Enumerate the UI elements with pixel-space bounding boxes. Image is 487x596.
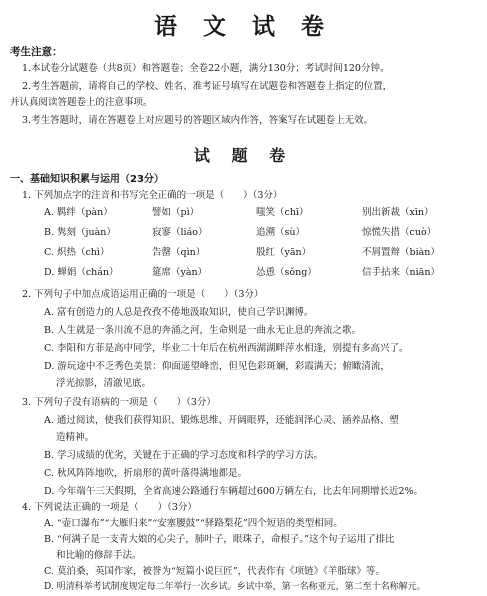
q2-option-c: C. 李阳和方菲是高中同学，毕业二十年后在杭州西湖湖畔萍水相逢，别提有多高兴了。 <box>44 343 409 354</box>
section-heading: 一、基础知识积累与运用（23分） <box>10 174 164 185</box>
q1-option-a-3: 嗤笑（chī） <box>256 207 309 218</box>
notice-heading: 考生注意： <box>10 46 63 58</box>
notice-item-3: 3.考生答题时，请在答题卷上对应题号的答题区域内作答，答案写在试题卷上无效。 <box>22 115 374 126</box>
q1-option-b-3: 追溯（sù） <box>256 227 305 238</box>
q3-option-b: B. 学习成绩的优劣，关键在于正确的学习态度和科学的学习方法。 <box>44 450 324 461</box>
q1-option-b-4: 惊慌失措（cuò） <box>362 227 437 238</box>
question-4-stem: 4. 下列说法正确的一项是（ ）（3分） <box>22 502 197 513</box>
q4-option-d: D. 明清科举考试制度规定每二年举行一次乡试。乡试中举，第一名称亚元，第二至十名称解元。 <box>44 582 426 592</box>
section-title: 试 题 卷 <box>193 146 294 165</box>
q1-option-a-4: 别出新裁（xīn） <box>362 207 434 218</box>
q1-option-a-1: A. 羁绊（pàn） <box>44 207 113 218</box>
q1-option-d-4: 信手拈来（niān） <box>362 267 440 278</box>
exam-title: 语 文 试 卷 <box>153 14 334 40</box>
q4-option-a: A. “壶口瀑布”“大雁归来”“安塞腰鼓”“驿路梨花”四个短语的类型相同。 <box>44 518 343 529</box>
q3-option-d: D. 今年端午三天假期，全省高速公路通行车辆超过600万辆左右，比去年同期增长近2%。 <box>44 486 424 497</box>
notice-item-2-cont: 并认真阅读答题卷上的注意事项。 <box>10 97 153 108</box>
q2-option-a: A. 富有创造力的人总是孜孜不倦地汲取知识，使自己学识渊博。 <box>44 307 314 318</box>
q4-option-d-tail: 名称解元。 <box>380 582 426 592</box>
q4-option-b: B. “何满子是一支青大娘的心尖子，肺叶子，眼珠子，命根子。”这个句子运用了排比 <box>44 534 395 545</box>
question-2-stem: 2. 下列句子中加点成语运用正确的一项是（ ）（3分） <box>22 289 264 300</box>
q3-option-c: C. 秋风阵阵地吹，折扇形的黄叶落得满地都是。 <box>44 468 247 479</box>
q1-option-c-1: C. 炽热（chì） <box>44 247 110 258</box>
q1-option-a-2: 譬如（pì） <box>152 207 200 218</box>
notice-item-1: 1.本试卷分试题卷（共8页）和答题卷；全卷22小题，满分130分；考试时间120分钟。 <box>22 63 390 74</box>
q1-option-d-2: 筵席（yàn） <box>152 267 208 278</box>
notice-item-2: 2.考生答题前，请将自己的学校、姓名、准考证号填写在试题卷和答题卷上指定的位置， <box>22 81 393 92</box>
q1-option-d-1: D. 蝉娟（chán） <box>44 267 119 278</box>
q1-option-b-1: B. 隽刻（juàn） <box>44 227 116 238</box>
q3-option-a: A. 通过阅读，使我们获得知识、锻炼思维、开阔眼界，还能润泽心灵、涵养品格、塑 <box>44 415 399 426</box>
q1-option-c-3: 殷红（yān） <box>256 247 312 258</box>
q2-option-d: D. 游玩途中不乏秀色美景：仰面遥望峰峦，但见色彩斑斓，彩霞满天；俯瞰清流， <box>44 361 390 372</box>
q2-option-b: B. 人生就是一条川流不息的奔涌之河，生命则是一曲永无止息的奔流之歌。 <box>44 325 362 336</box>
q4-option-b-cont: 和比喻的修辞手法。 <box>56 550 142 561</box>
q4-option-c: C. 莫泊桑，英国作家，被誉为“短篇小说巨匠”，代表作有《项链》《羊脂球》等。 <box>44 566 385 577</box>
q1-option-c-2: 告罄（qìn） <box>152 247 206 258</box>
q1-option-b-2: 寂寥（liáo） <box>152 227 208 238</box>
q1-option-c-4: 不屑置辩（biàn） <box>362 247 440 258</box>
question-1-options <box>44 204 484 284</box>
question-1-stem: 1. 下列加点字的注音和书写完全正确的一项是（ ）（3分） <box>22 190 283 201</box>
q2-option-d-cont: 浮光掠影，清澈见底。 <box>56 378 152 389</box>
question-3-stem: 3. 下列句子没有语病的一项是（ ）（3分） <box>22 397 216 408</box>
q1-option-d-3: 怂恿（sǒng） <box>256 267 317 278</box>
q3-option-a-cont: 造精神。 <box>56 432 95 443</box>
